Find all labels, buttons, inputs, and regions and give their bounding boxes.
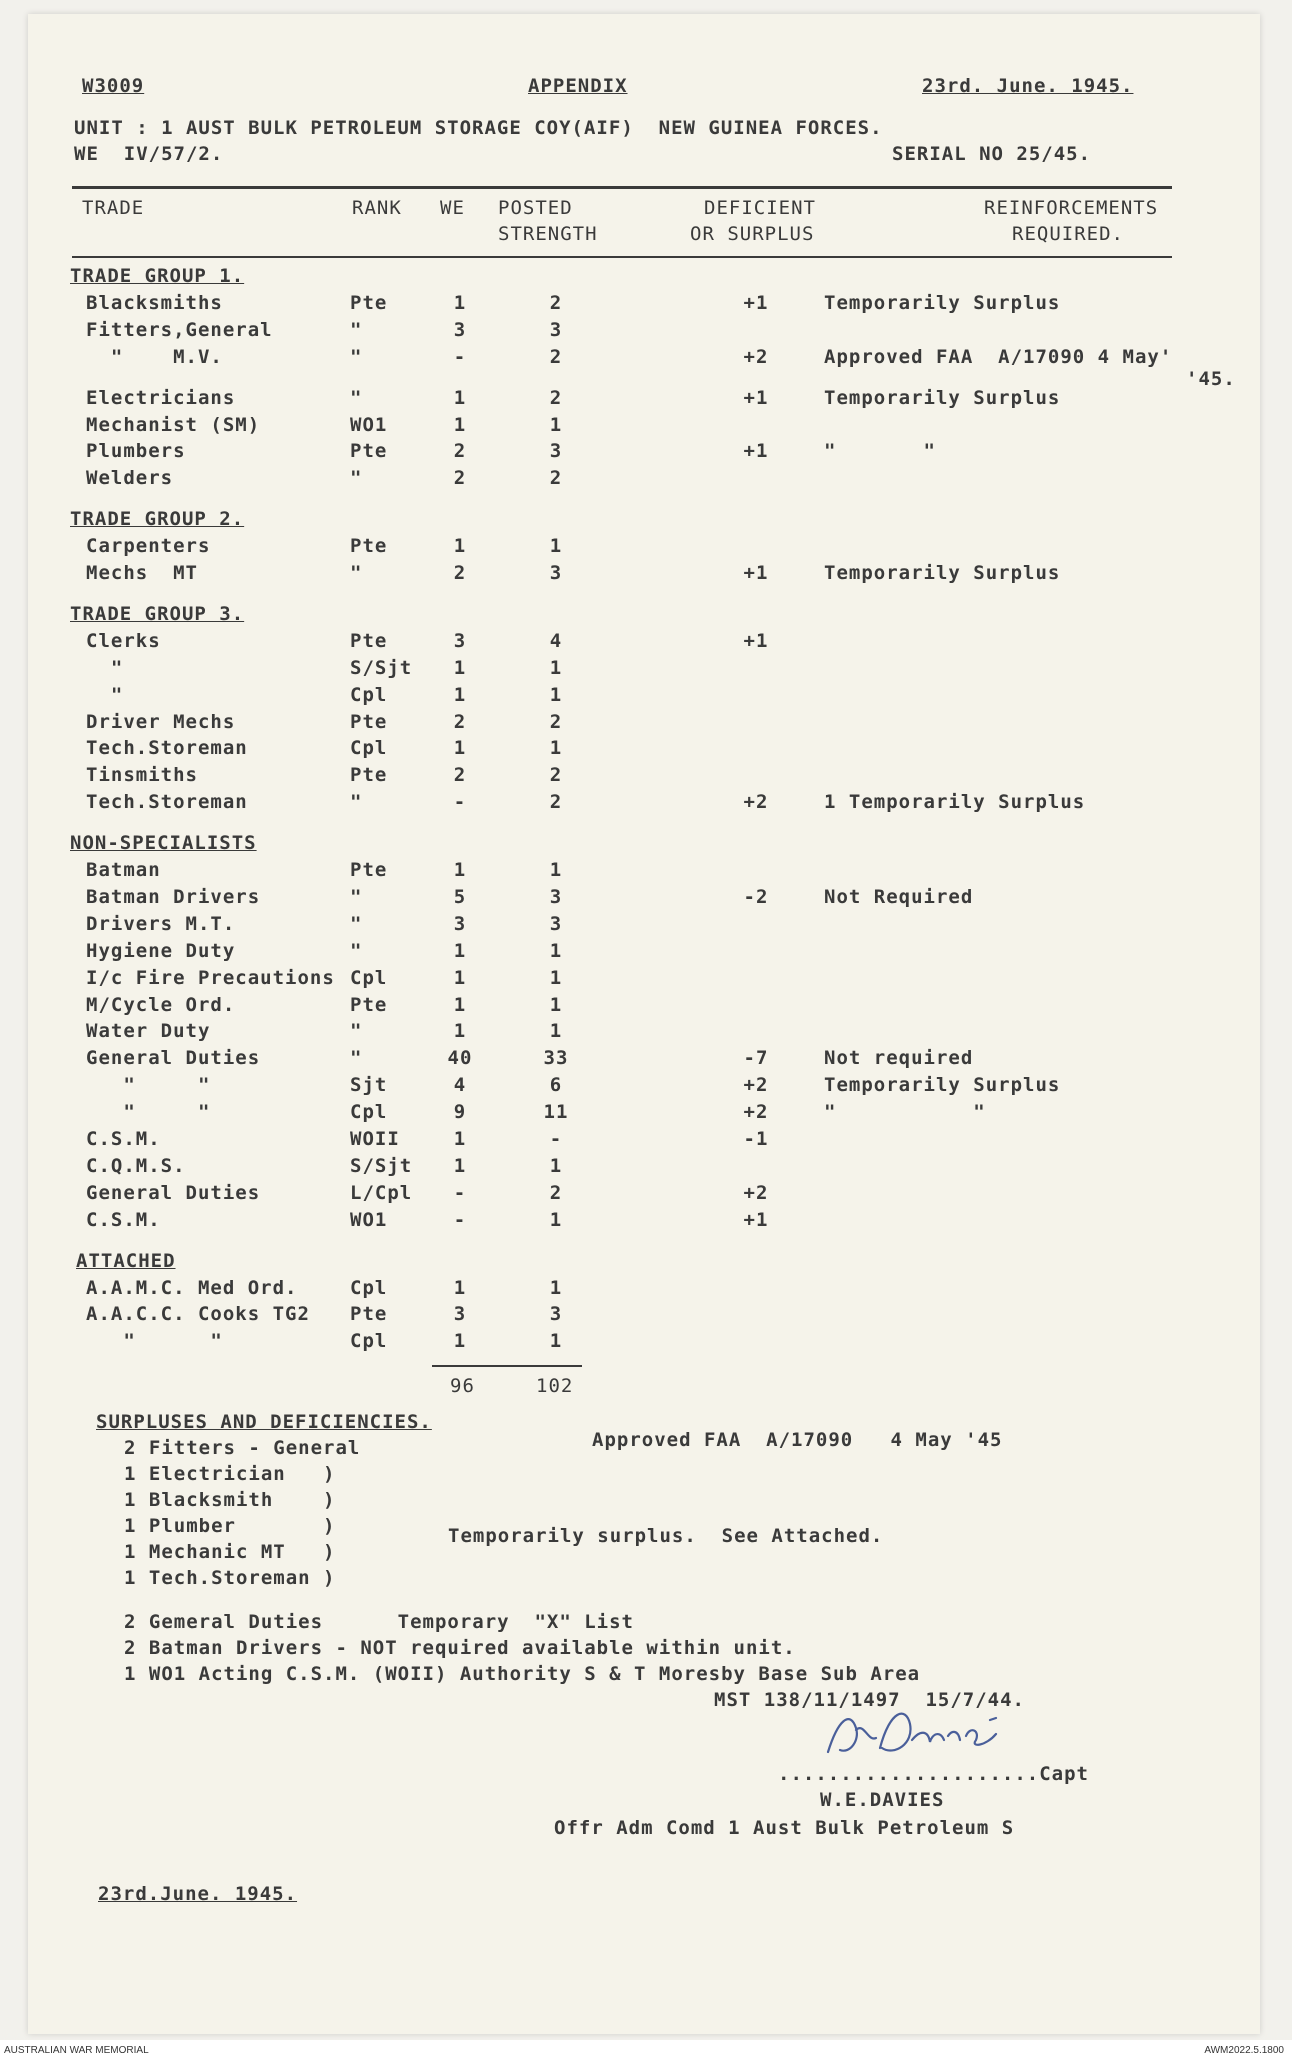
posted-cell: 6 (549, 1074, 563, 1097)
rank-cell: Cpl (350, 1330, 388, 1353)
we-cell: 3 (453, 912, 467, 935)
posted-cell: 1 (549, 683, 563, 706)
rank-cell: Pte (350, 710, 388, 733)
signature-line: .....................Capt (778, 1763, 1089, 1785)
we-cell: 1 (453, 291, 467, 314)
deficient-cell: +2 (743, 1074, 769, 1097)
deficient-cell: +2 (743, 1101, 769, 1124)
archive-id: AWM2022.5.1800 (1204, 2045, 1284, 2056)
trade-cell: Blacksmiths (86, 291, 223, 314)
col-deficient-1: DEFICIENT (704, 197, 816, 219)
we-cell: 1 (453, 1330, 467, 1353)
rank-cell: Cpl (350, 683, 388, 706)
posted-cell: 1 (549, 413, 563, 436)
deficient-cell: +2 (743, 791, 769, 814)
trade-cell: Carpenters (86, 535, 211, 558)
rank-cell: Cpl (350, 1276, 388, 1299)
total-posted: 102 (536, 1375, 574, 1397)
group-heading: TRADE GROUP 1. (70, 265, 245, 287)
we-cell: 2 (453, 467, 467, 490)
deficient-cell: +2 (743, 345, 769, 368)
trade-cell: " " (86, 1330, 223, 1353)
we-cell: 9 (453, 1101, 467, 1124)
posted-cell: 2 (549, 791, 563, 814)
col-deficient-2: OR SURPLUS (690, 223, 815, 245)
reinforcement-note-cell: Not required (824, 1047, 974, 1070)
trade-cell: " (86, 656, 124, 679)
we-cell: 1 (453, 1276, 467, 1299)
posted-cell: 1 (549, 859, 563, 881)
total-we: 96 (450, 1375, 475, 1397)
surplus-mst-reference: MST 138/11/1497 15/7/44. (714, 1689, 1025, 1711)
reinforcement-note-cell: Temporarily Surplus (824, 1074, 1061, 1097)
rank-cell: S/Sjt (350, 1154, 413, 1177)
reinforcement-note-cell: Temporarily Surplus (824, 562, 1061, 584)
col-rank: RANK (352, 197, 402, 219)
we-cell: 3 (453, 629, 467, 652)
handwritten-signature (820, 1700, 1040, 1770)
reinforcement-note-cell: Temporarily Surplus (824, 386, 1061, 409)
rank-cell: S/Sjt (350, 656, 413, 679)
rank-cell: Pte (350, 535, 388, 558)
we-cell: 40 (447, 1047, 473, 1070)
rank-cell: WOII (350, 1128, 400, 1150)
col-reinforcements-1: REINFORCEMENTS (984, 197, 1159, 219)
unit-line: UNIT : 1 AUST BULK PETROLEUM STORAGE COY(AIF) NEW GUINEA FORCES. (74, 117, 883, 139)
trade-cell: Tech.Storeman (86, 791, 248, 814)
surplus-heading: SURPLUSES AND DEFICIENCIES. (96, 1411, 432, 1433)
rank-cell: Cpl (350, 1101, 388, 1124)
trade-cell: A.A.M.C. Med Ord. (86, 1276, 298, 1299)
posted-cell: 33 (543, 1047, 569, 1070)
trade-cell: M/Cycle Ord. (86, 993, 236, 1016)
posted-cell: 3 (549, 318, 563, 341)
rank-cell: Pte (350, 291, 388, 314)
surplus-wo1: 1 WO1 Acting C.S.M. (WOII) Authority S & T Moresby Base Sub Area (124, 1663, 921, 1685)
trade-cell: General Duties (86, 1181, 261, 1204)
deficient-cell: +1 (743, 1208, 769, 1231)
we-cell: 1 (453, 939, 467, 962)
trade-cell: " " (86, 1101, 211, 1124)
trade-cell: Plumbers (86, 440, 186, 463)
posted-cell: 1 (549, 966, 563, 989)
rank-cell: " (350, 885, 363, 908)
deficient-cell: +2 (743, 1181, 769, 1204)
we-cell: - (453, 1208, 467, 1231)
posted-cell: 3 (549, 562, 563, 584)
trade-cell: " (86, 683, 124, 706)
rank-cell: " (350, 1020, 363, 1043)
we-cell: 1 (453, 656, 467, 679)
rank-cell: Pte (350, 440, 388, 463)
posted-cell: 1 (549, 1330, 563, 1353)
posted-cell: 1 (549, 535, 563, 558)
we-cell: 3 (453, 1303, 467, 1326)
we-cell: 2 (453, 764, 467, 787)
we-cell: 1 (453, 386, 467, 409)
list-item: 1 Electrician ) (124, 1463, 336, 1485)
trade-cell: Drivers M.T. (86, 912, 236, 935)
we-cell: 1 (453, 683, 467, 706)
trade-cell: A.A.C.C. Cooks TG2 (86, 1303, 310, 1326)
posted-cell: 2 (549, 467, 563, 490)
header-date: 23rd. June. 1945. (922, 75, 1134, 97)
reinforcement-note-continuation: '45. (1186, 367, 1236, 390)
deficient-cell: +1 (743, 629, 769, 652)
rank-cell: Cpl (350, 966, 388, 989)
rank-cell: Pte (350, 859, 388, 881)
header-rule (72, 186, 1172, 189)
trade-cell: Driver Mechs (86, 710, 236, 733)
we-cell: - (453, 791, 467, 814)
posted-cell: 3 (549, 1303, 563, 1326)
trade-cell: Electricians (86, 386, 236, 409)
posted-cell: 3 (549, 440, 563, 463)
trade-cell: Batman Drivers (86, 885, 261, 908)
deficient-cell: -7 (743, 1047, 769, 1070)
reference-number: W3009 (82, 75, 145, 97)
trade-cell: Water Duty (86, 1020, 211, 1043)
trade-cell: C.S.M. (86, 1128, 161, 1150)
posted-cell: 2 (549, 710, 563, 733)
deficient-cell: +1 (743, 386, 769, 409)
posted-cell: 1 (549, 1208, 563, 1231)
footer-date: 23rd.June. 1945. (98, 1883, 298, 1905)
rank-cell: " (350, 467, 363, 490)
rank-cell: " (350, 791, 363, 814)
posted-cell: 1 (549, 656, 563, 679)
trade-cell: Hygiene Duty (86, 939, 236, 962)
we-cell: 1 (453, 413, 467, 436)
reinforcement-note-cell: Temporarily Surplus (824, 291, 1061, 314)
signatory-name: W.E.DAVIES (820, 1789, 945, 1811)
reinforcement-note-cell: Not Required (824, 885, 974, 908)
col-reinforcements-2: REQUIRED. (1012, 223, 1124, 245)
rank-cell: Pte (350, 629, 388, 652)
trade-cell: Batman (86, 859, 161, 881)
surplus-general-duties: 2 Gemeral Duties Temporary "X" List (124, 1611, 634, 1633)
we-cell: 1 (453, 1154, 467, 1177)
we-cell: 1 (453, 993, 467, 1016)
deficient-cell: +1 (743, 440, 769, 463)
trade-cell: " " (86, 1074, 211, 1097)
deficient-cell: +1 (743, 562, 769, 584)
rank-cell: " (350, 386, 363, 409)
we-cell: 1 (453, 1128, 467, 1150)
reinforcement-note-cell: " " (824, 440, 936, 463)
list-item: 1 Mechanic MT ) (124, 1541, 336, 1563)
rank-cell: " (350, 318, 363, 341)
list-item: 1 Blacksmith ) (124, 1489, 336, 1511)
column-rule (72, 256, 1172, 258)
rank-cell: " (350, 562, 363, 584)
reinforcement-note-cell: 1 Temporarily Surplus (824, 791, 1086, 814)
rank-cell: WO1 (350, 1208, 388, 1231)
we-line: WE IV/57/2. (74, 143, 224, 165)
rank-cell: " (350, 939, 363, 962)
rank-cell: Pte (350, 993, 388, 1016)
rank-cell: Cpl (350, 737, 388, 760)
surplus-fitters: 2 Fitters - General (124, 1437, 361, 1459)
totals-rule (432, 1365, 582, 1367)
posted-cell: 1 (549, 737, 563, 760)
trade-cell: C.S.M. (86, 1208, 161, 1231)
posted-cell: 1 (549, 1020, 563, 1043)
posted-cell: 11 (543, 1101, 569, 1124)
posted-cell: 2 (549, 1181, 563, 1204)
archive-label: AUSTRALIAN WAR MEMORIAL (4, 2045, 149, 2056)
deficient-cell: -1 (743, 1128, 769, 1150)
we-cell: 2 (453, 710, 467, 733)
posted-cell: 2 (549, 386, 563, 409)
group-heading: TRADE GROUP 3. (70, 602, 245, 625)
trade-cell: C.Q.M.S. (86, 1154, 186, 1177)
signatory-role: Offr Adm Comd 1 Aust Bulk Petroleum S (554, 1817, 1015, 1839)
rank-cell: " (350, 345, 363, 368)
reinforcement-note-cell: " " (824, 1101, 986, 1124)
posted-cell: 1 (549, 1154, 563, 1177)
we-cell: 5 (453, 885, 467, 908)
rank-cell: Sjt (350, 1074, 388, 1097)
posted-cell: 4 (549, 629, 563, 652)
rank-cell: " (350, 912, 363, 935)
deficient-cell: +1 (743, 291, 769, 314)
group-heading: NON-SPECIALISTS (70, 832, 257, 855)
archive-bar (0, 2040, 1292, 2061)
posted-cell: 2 (549, 764, 563, 787)
trade-cell: Welders (86, 467, 174, 490)
posted-cell: 3 (549, 912, 563, 935)
col-posted-2: STRENGTH (498, 223, 598, 245)
we-cell: 1 (453, 737, 467, 760)
posted-cell: 2 (549, 345, 563, 368)
trade-cell: Mechanist (SM) (86, 413, 261, 436)
we-cell: 1 (453, 535, 467, 558)
trade-cell: I/c Fire Precautions (86, 966, 335, 989)
list-item: 1 Tech.Storeman ) (124, 1567, 336, 1589)
group-heading: TRADE GROUP 2. (70, 508, 245, 531)
rank-cell: Pte (350, 764, 388, 787)
list-item: 1 Plumber ) (124, 1515, 336, 1537)
col-trade: TRADE (82, 197, 145, 219)
posted-cell: 1 (549, 939, 563, 962)
posted-cell: 1 (549, 1276, 563, 1299)
trade-cell: Mechs MT (86, 562, 198, 584)
rank-cell: L/Cpl (350, 1181, 413, 1204)
rank-cell: " (350, 1047, 363, 1070)
trade-cell: Tech.Storeman (86, 737, 248, 760)
we-cell: 2 (453, 440, 467, 463)
posted-cell: 1 (549, 993, 563, 1016)
posted-cell: - (549, 1128, 563, 1150)
posted-cell: 2 (549, 291, 563, 314)
document-title: APPENDIX (528, 75, 628, 97)
col-we: WE (440, 197, 465, 219)
group-heading: ATTACHED (76, 1249, 176, 1272)
trade-cell: " M.V. (86, 345, 223, 368)
we-cell: 1 (453, 1020, 467, 1043)
we-cell: - (453, 1181, 467, 1204)
we-cell: 4 (453, 1074, 467, 1097)
trade-cell: General Duties (86, 1047, 261, 1070)
reinforcement-note-cell: Approved FAA A/17090 4 May' (824, 345, 1173, 368)
we-cell: 3 (453, 318, 467, 341)
we-cell: 2 (453, 562, 467, 584)
we-cell: 1 (453, 859, 467, 881)
surplus-fitters-note: Approved FAA A/17090 4 May '45 (592, 1429, 1003, 1451)
rank-cell: Pte (350, 1303, 388, 1326)
trade-cell: Tinsmiths (86, 764, 198, 787)
we-cell: - (453, 345, 467, 368)
serial-number: SERIAL NO 25/45. (892, 143, 1092, 165)
deficient-cell: -2 (743, 885, 769, 908)
trade-cell: Clerks (86, 629, 161, 652)
rank-cell: WO1 (350, 413, 388, 436)
we-cell: 1 (453, 966, 467, 989)
surplus-batman-drivers: 2 Batman Drivers - NOT required available within unit. (124, 1637, 796, 1659)
trade-cell: Fitters,General (86, 318, 273, 341)
posted-cell: 3 (549, 885, 563, 908)
surplus-temporary-note: Temporarily surplus. See Attached. (448, 1525, 884, 1547)
col-posted-1: POSTED (498, 197, 573, 219)
